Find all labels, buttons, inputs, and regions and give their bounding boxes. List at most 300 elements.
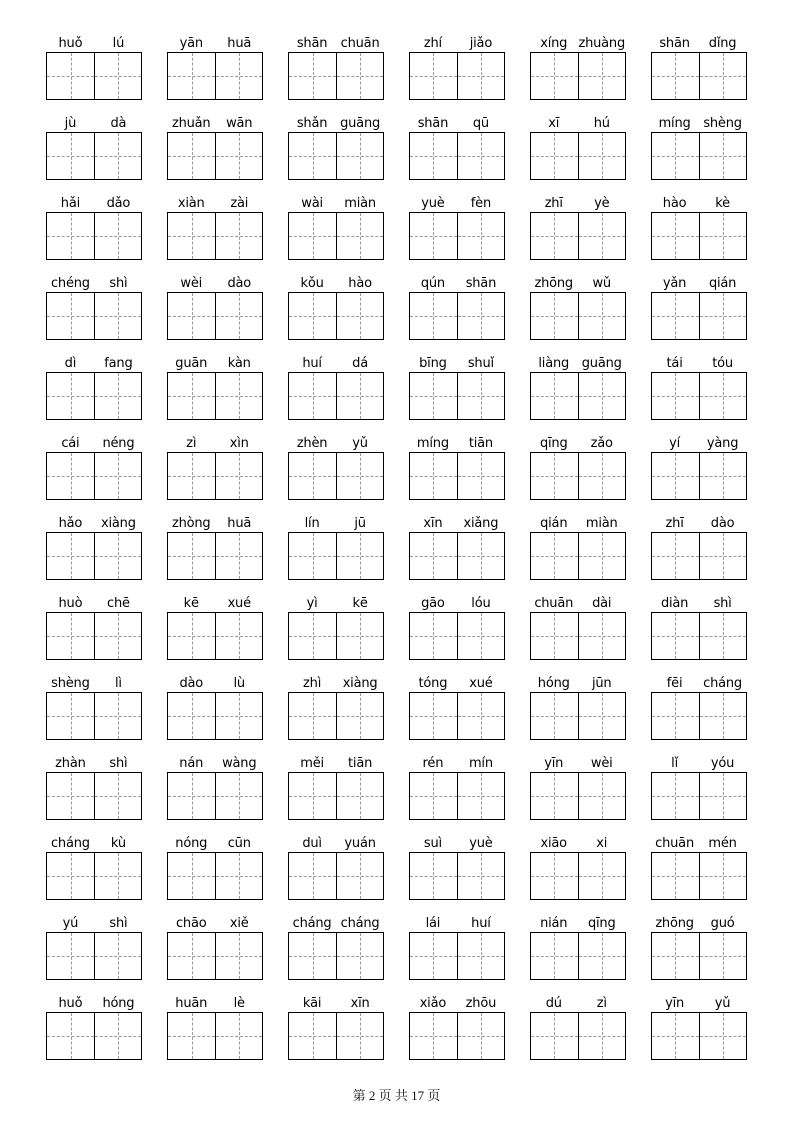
worksheet-cell [166, 30, 265, 110]
writing-box[interactable] [289, 773, 336, 819]
writing-box-pair[interactable] [530, 372, 626, 420]
writing-box[interactable] [47, 133, 94, 179]
worksheet-cell [408, 510, 507, 590]
pinyin-row [167, 830, 263, 852]
writing-box[interactable] [289, 933, 336, 979]
writing-box-pair[interactable] [46, 612, 142, 660]
writing-box[interactable] [289, 373, 336, 419]
writing-box-pair[interactable] [409, 772, 505, 820]
writing-box[interactable] [336, 1013, 383, 1059]
writing-box[interactable] [652, 693, 699, 739]
writing-box-pair[interactable] [167, 52, 263, 100]
worksheet-cell [45, 830, 144, 910]
writing-box-pair[interactable] [530, 132, 626, 180]
pinyin-syllable: cháng [50, 836, 90, 851]
writing-box[interactable] [531, 1013, 578, 1059]
writing-box[interactable] [578, 1013, 625, 1059]
writing-box[interactable] [578, 133, 625, 179]
writing-box[interactable] [47, 213, 94, 259]
writing-box-pair[interactable] [46, 292, 142, 340]
pinyin-row [651, 830, 747, 852]
writing-box-pair[interactable] [46, 1012, 142, 1060]
writing-box[interactable] [168, 853, 215, 899]
writing-box[interactable] [336, 293, 383, 339]
worksheet-cell [408, 750, 507, 830]
writing-box[interactable] [699, 1013, 746, 1059]
writing-box[interactable] [652, 853, 699, 899]
writing-box[interactable] [410, 373, 457, 419]
writing-box-pair[interactable] [288, 132, 384, 180]
writing-box-pair[interactable] [409, 372, 505, 420]
writing-box[interactable] [578, 693, 625, 739]
writing-box[interactable] [47, 933, 94, 979]
writing-box[interactable] [652, 613, 699, 659]
writing-box-pair[interactable] [46, 852, 142, 900]
writing-box[interactable] [94, 293, 141, 339]
writing-box[interactable] [47, 373, 94, 419]
writing-box-pair[interactable] [530, 932, 626, 980]
writing-box[interactable] [410, 293, 457, 339]
writing-box[interactable] [94, 373, 141, 419]
writing-box[interactable] [215, 53, 262, 99]
writing-box-pair[interactable] [46, 372, 142, 420]
writing-box[interactable] [410, 693, 457, 739]
writing-box[interactable] [94, 53, 141, 99]
writing-box[interactable] [94, 133, 141, 179]
writing-box-pair[interactable] [530, 692, 626, 740]
writing-box[interactable] [652, 293, 699, 339]
writing-box-pair[interactable] [530, 852, 626, 900]
writing-box[interactable] [699, 53, 746, 99]
writing-box[interactable] [457, 533, 504, 579]
writing-box[interactable] [699, 453, 746, 499]
writing-box[interactable] [531, 293, 578, 339]
writing-box[interactable] [94, 1013, 141, 1059]
writing-box[interactable] [531, 853, 578, 899]
writing-box[interactable] [699, 693, 746, 739]
writing-box[interactable] [289, 613, 336, 659]
writing-box-pair[interactable] [288, 692, 384, 740]
writing-box-pair[interactable] [409, 292, 505, 340]
worksheet-cell [287, 910, 386, 990]
writing-box[interactable] [168, 133, 215, 179]
writing-box[interactable] [47, 1013, 94, 1059]
writing-box-pair[interactable] [167, 772, 263, 820]
writing-box-pair[interactable] [167, 692, 263, 740]
pinyin-row [409, 830, 505, 852]
writing-box[interactable] [531, 773, 578, 819]
writing-box[interactable] [94, 693, 141, 739]
pinyin-row [167, 910, 263, 932]
writing-box[interactable] [578, 933, 625, 979]
writing-box[interactable] [531, 613, 578, 659]
pinyin-syllable: shèng [51, 676, 90, 691]
pinyin-syllable: huā [227, 36, 252, 51]
writing-box[interactable] [336, 773, 383, 819]
pinyin-syllable: xìn [229, 436, 249, 451]
worksheet-cell [166, 270, 265, 350]
worksheet-cell [166, 990, 265, 1070]
writing-box-pair[interactable] [530, 612, 626, 660]
worksheet-cell [45, 190, 144, 270]
writing-box-pair[interactable] [167, 612, 263, 660]
worksheet-cell [287, 830, 386, 910]
writing-box[interactable] [336, 133, 383, 179]
pinyin-syllable: wài [301, 196, 323, 211]
writing-box[interactable] [168, 293, 215, 339]
pinyin-syllable: rén [422, 756, 444, 771]
pinyin-row [167, 990, 263, 1012]
writing-box[interactable] [699, 293, 746, 339]
pinyin-syllable: qún [420, 276, 445, 291]
writing-box[interactable] [215, 1013, 262, 1059]
writing-box[interactable] [168, 533, 215, 579]
pinyin-syllable: zǎo [590, 436, 613, 451]
pinyin-syllable: cháng [703, 676, 742, 691]
writing-box-pair[interactable] [46, 532, 142, 580]
writing-box-pair[interactable] [167, 852, 263, 900]
writing-box[interactable] [652, 773, 699, 819]
writing-box[interactable] [457, 133, 504, 179]
writing-box-pair[interactable] [46, 212, 142, 260]
writing-box[interactable] [215, 613, 262, 659]
writing-box[interactable] [578, 773, 625, 819]
writing-box-pair[interactable] [409, 132, 505, 180]
writing-box-pair[interactable] [651, 212, 747, 260]
pinyin-syllable: dú [545, 996, 562, 1011]
writing-box-pair[interactable] [651, 852, 747, 900]
writing-box[interactable] [457, 53, 504, 99]
pinyin-syllable: hào [662, 196, 687, 211]
writing-box-pair[interactable] [46, 452, 142, 500]
pinyin-syllable: zhī [544, 196, 563, 211]
writing-box[interactable] [699, 613, 746, 659]
writing-box[interactable] [94, 213, 141, 259]
pinyin-syllable: kè [715, 196, 730, 211]
writing-box-pair[interactable] [167, 292, 263, 340]
writing-box[interactable] [410, 453, 457, 499]
writing-box[interactable] [289, 453, 336, 499]
writing-box[interactable] [457, 293, 504, 339]
writing-box-pair[interactable] [530, 1012, 626, 1060]
writing-box-pair[interactable] [288, 372, 384, 420]
pinyin-syllable: zì [596, 996, 607, 1011]
writing-box-pair[interactable] [651, 372, 747, 420]
writing-box[interactable] [215, 773, 262, 819]
writing-box[interactable] [289, 693, 336, 739]
pinyin-syllable: yóu [710, 756, 735, 771]
writing-box[interactable] [578, 453, 625, 499]
pinyin-row [288, 190, 384, 212]
pinyin-syllable: zhòng [171, 516, 211, 531]
writing-box-pair[interactable] [46, 52, 142, 100]
writing-box[interactable] [410, 773, 457, 819]
writing-box[interactable] [457, 933, 504, 979]
writing-box[interactable] [289, 133, 336, 179]
writing-box[interactable] [94, 853, 141, 899]
writing-box[interactable] [215, 453, 262, 499]
worksheet-cell [528, 910, 627, 990]
writing-box-pair[interactable] [530, 532, 626, 580]
pinyin-syllable: gāo [421, 596, 445, 611]
writing-box[interactable] [94, 613, 141, 659]
writing-box[interactable] [168, 373, 215, 419]
writing-box[interactable] [652, 213, 699, 259]
writing-box-pair[interactable] [651, 52, 747, 100]
writing-box[interactable] [336, 213, 383, 259]
writing-box[interactable] [215, 693, 262, 739]
writing-box-pair[interactable] [530, 212, 626, 260]
writing-box-pair[interactable] [167, 212, 263, 260]
pinyin-syllable: kāi [302, 996, 322, 1011]
writing-box[interactable] [699, 853, 746, 899]
writing-box-pair[interactable] [409, 852, 505, 900]
writing-box[interactable] [578, 853, 625, 899]
writing-box[interactable] [410, 613, 457, 659]
worksheet-cell [528, 990, 627, 1070]
writing-box[interactable] [215, 133, 262, 179]
writing-box[interactable] [531, 453, 578, 499]
writing-box[interactable] [168, 693, 215, 739]
pinyin-row [167, 110, 263, 132]
writing-box[interactable] [47, 853, 94, 899]
writing-box-pair[interactable] [651, 532, 747, 580]
writing-box[interactable] [47, 453, 94, 499]
writing-box-pair[interactable] [409, 932, 505, 980]
writing-box[interactable] [168, 933, 215, 979]
writing-box[interactable] [168, 453, 215, 499]
writing-box[interactable] [578, 533, 625, 579]
writing-box[interactable] [289, 53, 336, 99]
writing-box-pair[interactable] [46, 692, 142, 740]
writing-box[interactable] [47, 773, 94, 819]
writing-box[interactable] [699, 373, 746, 419]
writing-box[interactable] [531, 133, 578, 179]
writing-box-pair[interactable] [651, 612, 747, 660]
writing-box[interactable] [410, 1013, 457, 1059]
writing-box-pair[interactable] [651, 292, 747, 340]
writing-box[interactable] [578, 373, 625, 419]
writing-box[interactable] [699, 773, 746, 819]
writing-box[interactable] [47, 293, 94, 339]
writing-box-pair[interactable] [288, 932, 384, 980]
writing-box-pair[interactable] [167, 532, 263, 580]
writing-box[interactable] [652, 453, 699, 499]
pinyin-row [651, 510, 747, 532]
writing-box-pair[interactable] [651, 932, 747, 980]
writing-box-pair[interactable] [409, 612, 505, 660]
writing-box[interactable] [652, 133, 699, 179]
writing-box[interactable] [457, 453, 504, 499]
writing-box[interactable] [168, 53, 215, 99]
writing-box[interactable] [94, 533, 141, 579]
writing-box-pair[interactable] [288, 452, 384, 500]
writing-box[interactable] [215, 853, 262, 899]
writing-box-pair[interactable] [288, 212, 384, 260]
writing-box-pair[interactable] [409, 452, 505, 500]
worksheet-cell [408, 110, 507, 190]
writing-box[interactable] [410, 533, 457, 579]
writing-box-pair[interactable] [651, 1012, 747, 1060]
writing-box[interactable] [289, 853, 336, 899]
writing-box[interactable] [47, 533, 94, 579]
writing-box[interactable] [215, 373, 262, 419]
writing-box[interactable] [47, 53, 94, 99]
writing-box[interactable] [410, 53, 457, 99]
writing-box[interactable] [289, 533, 336, 579]
writing-box[interactable] [531, 933, 578, 979]
pinyin-row [46, 430, 142, 452]
writing-box-pair[interactable] [409, 692, 505, 740]
writing-box[interactable] [336, 453, 383, 499]
writing-box-pair[interactable] [288, 772, 384, 820]
writing-box-pair[interactable] [530, 52, 626, 100]
writing-box[interactable] [336, 853, 383, 899]
writing-box[interactable] [168, 773, 215, 819]
pinyin-syllable: yīn [544, 756, 564, 771]
writing-box[interactable] [457, 213, 504, 259]
writing-box[interactable] [531, 213, 578, 259]
writing-box[interactable] [457, 853, 504, 899]
writing-box-pair[interactable] [288, 612, 384, 660]
writing-box[interactable] [578, 613, 625, 659]
writing-box-pair[interactable] [651, 132, 747, 180]
writing-box[interactable] [289, 213, 336, 259]
pinyin-syllable: kē [352, 596, 368, 611]
pinyin-syllable: yǎn [662, 276, 687, 291]
pinyin-row [46, 670, 142, 692]
writing-box-pair[interactable] [167, 932, 263, 980]
pinyin-syllable: yuè [421, 196, 445, 211]
writing-box-pair[interactable] [409, 212, 505, 260]
writing-box[interactable] [531, 533, 578, 579]
writing-box[interactable] [336, 373, 383, 419]
writing-box[interactable] [94, 933, 141, 979]
writing-box[interactable] [168, 1013, 215, 1059]
writing-box-pair[interactable] [651, 692, 747, 740]
writing-box[interactable] [457, 373, 504, 419]
writing-box-pair[interactable] [651, 452, 747, 500]
pinyin-row [288, 430, 384, 452]
writing-box[interactable] [47, 693, 94, 739]
writing-box[interactable] [699, 533, 746, 579]
writing-box-pair[interactable] [46, 932, 142, 980]
writing-box-pair[interactable] [409, 52, 505, 100]
writing-box-pair[interactable] [288, 532, 384, 580]
writing-box-pair[interactable] [167, 1012, 263, 1060]
writing-box[interactable] [336, 693, 383, 739]
pinyin-syllable: shān [659, 36, 690, 51]
worksheet-cell [287, 590, 386, 670]
writing-box[interactable] [652, 1013, 699, 1059]
writing-box-pair[interactable] [651, 772, 747, 820]
pinyin-syllable: xiàng [342, 676, 378, 691]
writing-box[interactable] [652, 933, 699, 979]
worksheet-cell [408, 270, 507, 350]
pinyin-syllable: xīn [423, 516, 443, 531]
writing-box[interactable] [652, 53, 699, 99]
writing-box-pair[interactable] [46, 132, 142, 180]
writing-box[interactable] [215, 533, 262, 579]
worksheet-cell [166, 590, 265, 670]
writing-box[interactable] [578, 53, 625, 99]
writing-box[interactable] [578, 293, 625, 339]
pinyin-row [288, 670, 384, 692]
writing-box[interactable] [699, 133, 746, 179]
writing-box-pair[interactable] [288, 52, 384, 100]
writing-box[interactable] [531, 693, 578, 739]
writing-box[interactable] [578, 213, 625, 259]
writing-box-pair[interactable] [409, 532, 505, 580]
pinyin-row [530, 510, 626, 532]
writing-box[interactable] [47, 613, 94, 659]
pinyin-syllable: hóng [102, 996, 135, 1011]
writing-box[interactable] [289, 293, 336, 339]
pinyin-syllable: wàng [222, 756, 257, 771]
writing-box-pair[interactable] [46, 772, 142, 820]
writing-box[interactable] [168, 213, 215, 259]
writing-box[interactable] [699, 933, 746, 979]
writing-box-pair[interactable] [167, 372, 263, 420]
writing-box[interactable] [457, 613, 504, 659]
pinyin-syllable: hǎo [58, 516, 83, 531]
pinyin-syllable: lǐ [671, 756, 678, 771]
pinyin-row [651, 190, 747, 212]
writing-box[interactable] [652, 373, 699, 419]
writing-box[interactable] [652, 533, 699, 579]
writing-box-pair[interactable] [167, 132, 263, 180]
pinyin-syllable: miàn [585, 516, 618, 531]
writing-box[interactable] [336, 533, 383, 579]
writing-box[interactable] [531, 53, 578, 99]
writing-box-pair[interactable] [167, 452, 263, 500]
writing-box-pair[interactable] [530, 452, 626, 500]
writing-box[interactable] [94, 773, 141, 819]
pinyin-syllable: huǒ [58, 996, 83, 1011]
writing-box-pair[interactable] [409, 1012, 505, 1060]
writing-box[interactable] [699, 213, 746, 259]
writing-box-pair[interactable] [530, 772, 626, 820]
writing-box[interactable] [168, 613, 215, 659]
writing-box[interactable] [336, 613, 383, 659]
writing-box[interactable] [457, 1013, 504, 1059]
writing-box[interactable] [336, 933, 383, 979]
writing-box-pair[interactable] [288, 292, 384, 340]
writing-box[interactable] [410, 853, 457, 899]
pinyin-syllable: wèi [590, 756, 613, 771]
worksheet-cell [649, 590, 748, 670]
writing-box[interactable] [410, 133, 457, 179]
pinyin-row [46, 510, 142, 532]
writing-box[interactable] [215, 933, 262, 979]
writing-box-pair[interactable] [288, 1012, 384, 1060]
writing-box[interactable] [336, 53, 383, 99]
pinyin-syllable: lè [233, 996, 245, 1011]
writing-box[interactable] [457, 693, 504, 739]
writing-box[interactable] [215, 213, 262, 259]
writing-box[interactable] [94, 453, 141, 499]
writing-box-pair[interactable] [530, 292, 626, 340]
pinyin-syllable: yīn [665, 996, 685, 1011]
writing-box[interactable] [531, 373, 578, 419]
writing-box[interactable] [410, 213, 457, 259]
writing-box-pair[interactable] [288, 852, 384, 900]
writing-box[interactable] [289, 1013, 336, 1059]
writing-box[interactable] [457, 773, 504, 819]
writing-box[interactable] [410, 933, 457, 979]
writing-box[interactable] [215, 293, 262, 339]
pinyin-syllable: zhī [665, 516, 684, 531]
